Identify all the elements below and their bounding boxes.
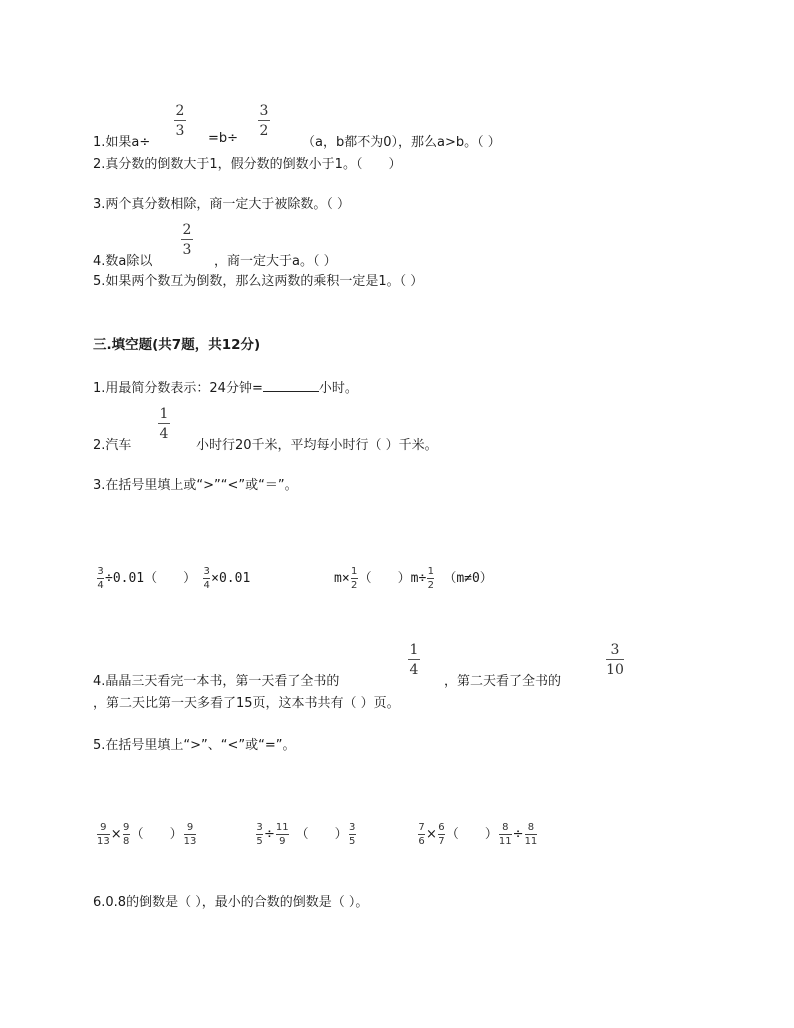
judge-q1-part-a: 1.如果a÷ <box>93 135 151 150</box>
fill-q1 <box>93 377 358 396</box>
fill-q3-expression-2 <box>334 566 493 591</box>
fill-q2-part-b: 小时行20千米，平均每小时行（ ）千米。 <box>196 438 438 453</box>
denominator: 10 <box>606 662 624 678</box>
fill-q3: 3.在括号里填上或“>”“<”或“＝”。 <box>93 478 298 493</box>
numerator: 2 <box>182 222 192 238</box>
fill-q5-expression-3 <box>417 822 538 847</box>
fill-q2-end <box>196 434 438 453</box>
denominator: 3 <box>175 123 185 139</box>
fraction-2-3 <box>174 103 186 139</box>
fill-q4-part-a: 4.晶晶三天看完一本书，第一天看了全书的 <box>93 674 340 689</box>
denominator: 4 <box>159 426 169 442</box>
fraction-1-4 <box>408 642 420 678</box>
fraction-1-4 <box>158 406 170 442</box>
operator: × <box>110 827 122 842</box>
fraction: $\frac{11}{9}$ <box>275 822 289 847</box>
fill-q5-expression-2 <box>255 822 357 847</box>
judge-q1 <box>93 131 150 150</box>
judge-q4 <box>93 250 152 269</box>
numerator: 3 <box>610 642 620 658</box>
denominator: 3 <box>182 242 192 258</box>
operator: （ ）m÷ <box>358 571 427 586</box>
fill-q2-part-a: 2.汽车 <box>93 438 132 453</box>
judge-q1-part-c: （a，b都不为0），那么a>b。（ ） <box>302 135 501 150</box>
judge-q2: 2.真分数的倒数大于1，假分数的倒数小于1。（ ） <box>93 157 402 172</box>
numerator: 3 <box>259 103 269 119</box>
operator: ÷0.01（ ） <box>105 571 197 586</box>
fraction: $\frac{7}{6}$ <box>418 822 425 847</box>
numerator: 1 <box>409 642 419 658</box>
fraction: $\frac{9}{13}$ <box>97 822 110 847</box>
expression-tail: ×0.01 <box>211 571 251 586</box>
section-title: 三.填空题(共7题，共12分) <box>93 337 261 353</box>
numerator: 1 <box>159 406 169 422</box>
fill-q6: 6.0.8的倒数是（ ），最小的合数的倒数是（ ）。 <box>93 895 369 910</box>
fraction: $\frac{3}{4}$ <box>203 566 210 591</box>
fraction: $\frac{3}{5}$ <box>348 822 356 847</box>
judge-q4-part-b: ，商一定大于a。（ ） <box>214 254 337 269</box>
answer-parens[interactable]: （ ） <box>445 827 498 842</box>
fill-q1-unit: 小时。 <box>318 381 358 396</box>
fill-q5-expression-1 <box>96 822 197 847</box>
judge-q5: 5.如果两个数互为倒数，那么这两数的乘积一定是1。（ ） <box>93 274 424 289</box>
fill-q4-part-b: ，第二天看了全书的 <box>444 674 562 689</box>
fraction: $\frac{3}{5}$ <box>256 822 263 847</box>
fraction: $\frac{8}{11}$ <box>524 822 538 847</box>
fill-q3-expression-1 <box>96 566 250 591</box>
answer-blank[interactable] <box>263 379 319 392</box>
fill-q5: 5.在括号里填上“>”、“<”或“=”。 <box>93 738 296 753</box>
denominator: 4 <box>409 662 419 678</box>
operator: × <box>426 827 437 842</box>
judge-q4-end <box>214 250 337 269</box>
fill-q4 <box>93 670 339 689</box>
judge-q1-mid <box>208 131 238 146</box>
numerator: 2 <box>175 103 185 119</box>
fraction: $\frac{3}{4}$ <box>97 566 104 591</box>
answer-parens[interactable]: （ ） <box>295 827 348 842</box>
fraction: $\frac{8}{11}$ <box>498 822 512 847</box>
answer-parens[interactable]: （ ） <box>130 827 183 842</box>
fraction: $\frac{1}{2}$ <box>350 566 358 591</box>
fraction-2-3 <box>181 222 193 258</box>
fraction: $\frac{1}{2}$ <box>427 566 434 591</box>
operator: ÷ <box>264 827 275 842</box>
judge-q4-part-a: 4.数a除以 <box>93 254 153 269</box>
fraction: $\frac{9}{13}$ <box>183 822 197 847</box>
fraction: $\frac{6}{7}$ <box>438 822 445 847</box>
judge-q1-end <box>302 131 501 150</box>
fill-q4-end <box>93 692 400 711</box>
fill-q4-part-c: ，第二天比第一天多看了15页，这本书共有（ ）页。 <box>93 696 400 711</box>
fraction-3-10 <box>606 642 624 678</box>
term: m× <box>334 571 350 586</box>
fill-q4-mid <box>444 670 561 689</box>
fraction-3-2 <box>258 103 270 139</box>
judge-q1-part-b: =b÷ <box>208 131 239 146</box>
condition: （m≠0） <box>443 571 493 586</box>
judge-q3: 3.两个真分数相除，商一定大于被除数。（ ） <box>93 197 351 212</box>
fill-q2 <box>93 434 131 453</box>
operator: ÷ <box>512 827 524 842</box>
fraction: $\frac{9}{8}$ <box>122 822 130 847</box>
fill-q1-text: 1.用最简分数表示：24分钟= <box>93 381 263 396</box>
denominator: 2 <box>259 123 269 139</box>
